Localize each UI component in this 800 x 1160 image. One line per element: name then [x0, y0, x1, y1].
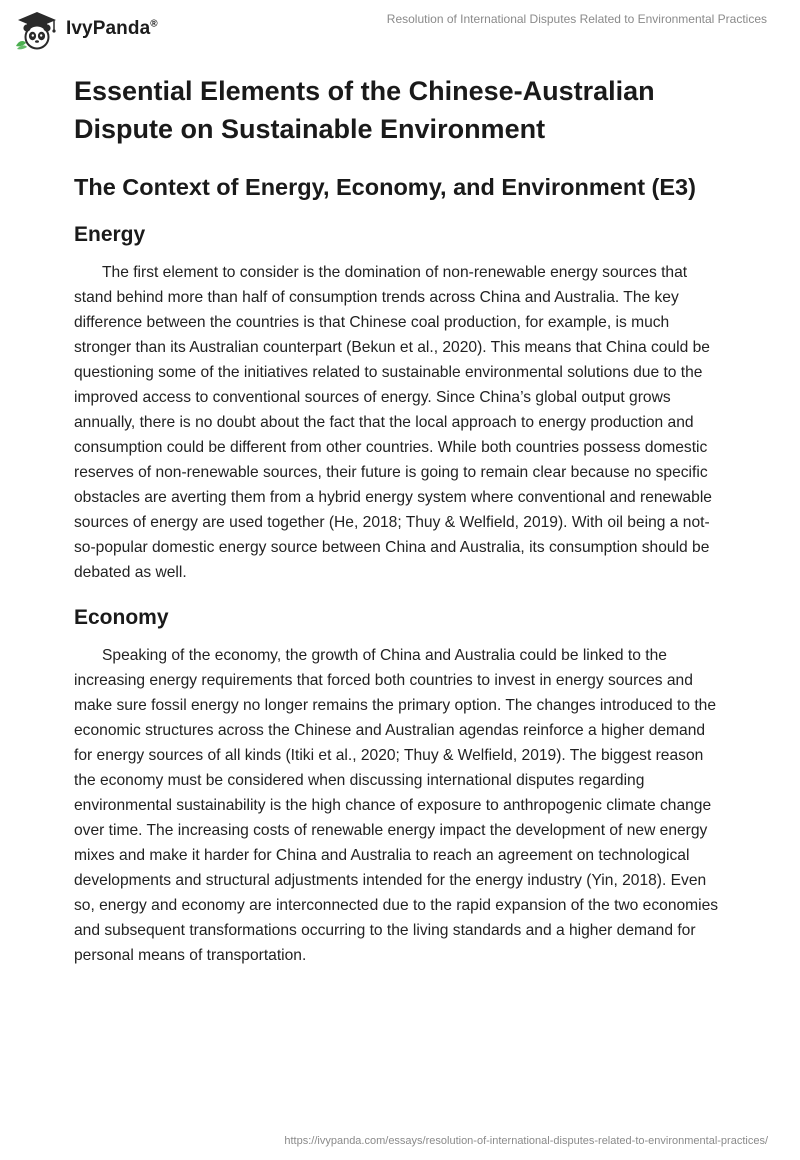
paragraph-economy: Speaking of the economy, the growth of China and Australia could be linked to the increasing energy requirements that forced both countries to invest in energy sources and make sure fossil energy no longer remains the primary option. The changes introduced to the economic structures across the Chinese and Australian agendas reinforce a higher demand for energy sources of all kinds (Itiki et al., 2020; Thuy & Welfield, 2019). The biggest reason the economy must be considered when discussing international disputes regarding environmental sustainability is the high chance of exposure to anthropogenic climate change over time. The increasing costs of renewable energy impact the development of new energy mixes and make it harder for China and Australia to reach an agreement on technological developments and structural adjustments intended for the energy industry (Yin, 2018). Even so, energy and economy are interconnected due to the rapid expansion of the two economies and subsequent transformations occurring to the living standards and a higher demand for personal means of transportation.	[74, 647, 719, 964]
footer-url-link[interactable]: https://ivypanda.com/essays/resolution-of-international-disputes-related-to-environmental-practices/	[284, 1135, 768, 1147]
section-heading: The Context of Energy, Economy, and Environment (E3)	[74, 174, 696, 200]
page-header	[0, 0, 800, 60]
article-title: Essential Elements of the Chinese-Australian Dispute on Sustainable Environment	[74, 76, 655, 144]
article-body	[74, 72, 726, 986]
subsection-heading-economy: Economy	[74, 606, 169, 629]
registered-mark: ®	[150, 18, 158, 30]
ivypanda-logo[interactable]	[14, 8, 158, 50]
logo-wordmark: IvyPanda®	[66, 18, 158, 39]
running-title: Resolution of International Disputes Related to Environmental Practices	[386, 12, 767, 26]
paragraph-energy: The first element to consider is the domination of non-renewable energy sources that stand behind more than half of consumption trends across China and Australia. The key difference between the countries is that Chinese coal production, for example, is much stronger than its Australian counterpart (Bekun et al., 2020). This means that China could be questioning some of the initiatives related to sustainable environmental solutions due to the improved access to conventional sources of energy. Since China’s global output grows annually, there is no doubt about the fact that the local approach to energy production and consumption could be different from other countries. While both countries possess domestic reserves of non-renewable sources, their future is going to remain clear because no specific obstacles are averting them from a hybrid energy system where conventional and renewable sources of energy are used together (He, 2018; Thuy & Welfield, 2019). With oil being a not-so-popular domestic energy source between China and Australia, its consumption should be debated as well.	[74, 264, 712, 581]
subsection-heading-energy: Energy	[74, 223, 146, 246]
panda-logo-icon	[14, 8, 60, 50]
